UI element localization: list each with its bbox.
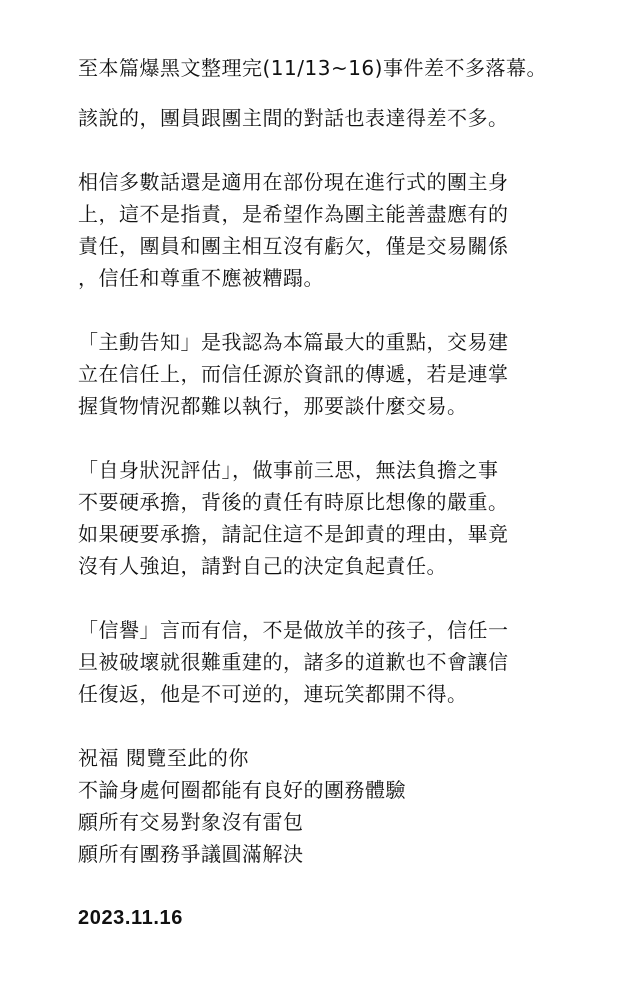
text-line: 旦被破壞就很難重建的，諸多的道歉也不會讓信 [78,650,509,674]
text-line: 沒有人強迫，請對自己的決定負起責任。 [78,554,447,578]
text-line: 祝福 閱覽至此的你 [78,746,249,770]
text-line: 立在信任上，而信任源於資訊的傳遞，若是連掌 [78,362,509,386]
paragraph-credibility [78,614,598,710]
text-line: 如果硬要承擔，請記住這不是卸責的理由，畢竟 [78,522,509,546]
text-line: 上，這不是指責，是希望作為團主能善盡應有的 [78,202,509,226]
paragraph-notify [78,326,598,422]
text-line: 不論身處何圈都能有良好的團務體驗 [78,778,406,802]
text-line: 至本篇爆黑文整理完(11/13~16)事件差不多落幕。 [78,56,547,80]
paragraph-spacer [78,582,598,614]
document-body [78,52,598,934]
text-line: 不要硬承擔，背後的責任有時原比想像的嚴重。 [78,490,509,514]
paragraph-blessing [78,742,598,870]
paragraph-self-assess [78,454,598,582]
paragraph-spacer [78,84,598,102]
text-line: 相信多數話還是適用在部份現在進行式的團主身 [78,170,509,194]
paragraph-spacer [78,710,598,742]
text-line: 「主動告知」是我認為本篇最大的重點，交易建 [78,330,509,354]
text-line: 願所有交易對象沒有雷包 [78,810,304,834]
text-line: 「信譽」言而有信，不是做放羊的孩子，信任一 [78,618,509,642]
text-line: 握貨物情況都難以執行，那要談什麼交易。 [78,394,468,418]
text-line: ，信任和尊重不應被糟蹋。 [78,266,324,290]
paragraph-dialogue [78,102,598,134]
paragraph-intro [78,52,598,84]
text-line: 任復返，他是不可逆的，連玩笑都開不得。 [78,682,468,706]
paragraph-spacer [78,422,598,454]
paragraph-spacer [78,294,598,326]
text-line: 該說的，團員跟團主間的對話也表達得差不多。 [78,106,509,130]
document-date: 2023.11.16 [78,907,183,929]
paragraph-responsibility [78,166,598,294]
paragraph-spacer [78,134,598,166]
text-line: 願所有團務爭議圓滿解決 [78,842,304,866]
paragraph-spacer [78,870,598,902]
text-line: 「自身狀況評估」，做事前三思，無法負擔之事 [78,458,499,482]
text-line: 責任，團員和團主相互沒有虧欠，僅是交易關係 [78,234,509,258]
